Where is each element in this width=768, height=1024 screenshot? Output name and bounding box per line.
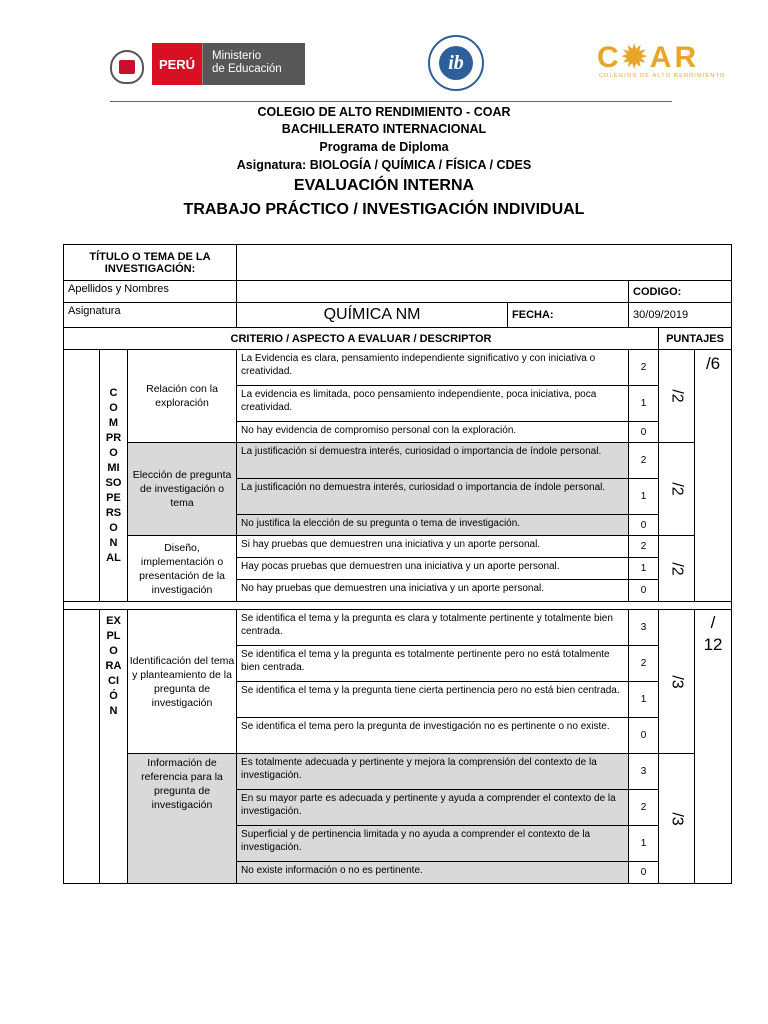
- score-value: 1: [629, 386, 659, 422]
- title-label: TÍTULO O TEMA DE LA INVESTIGACIÓN:: [64, 245, 237, 281]
- descriptor: La evidencia es limitada, poco pensamiento independiente, poca iniciativa, poca creatividad.: [237, 386, 629, 422]
- descriptor: No existe información o no es pertinente.: [237, 862, 629, 884]
- ib-logo: [428, 35, 484, 91]
- descriptor: La justificación si demuestra interés, curiosidad o importancia de índole personal.: [237, 443, 629, 479]
- date-label: FECHA:: [507, 303, 628, 327]
- score-value: 3: [629, 610, 659, 646]
- descriptor: En su mayor parte es adecuada y pertinente y ayuda a comprender el contexto de la investigación.: [237, 790, 629, 826]
- aspect-subtotal: /2: [659, 350, 695, 443]
- score-value: 2: [629, 646, 659, 682]
- descriptor: No hay evidencia de compromiso personal con la exploración.: [237, 422, 629, 443]
- score-value: 0: [629, 580, 659, 602]
- descriptor: No hay pruebas que demuestren una iniciativa y un aporte personal.: [237, 580, 629, 602]
- aspect-name: Relación con la exploración: [128, 350, 237, 443]
- descriptor: Hay pocas pruebas que demuestren una iniciativa y un aporte personal.: [237, 558, 629, 580]
- left-margin-cell: [64, 610, 100, 884]
- subject-value-row: [237, 303, 629, 328]
- document-subtitle: TRABAJO PRÁCTICO / INVESTIGACIÓN INDIVIDUAL: [183, 201, 585, 218]
- left-margin-cell: [64, 350, 100, 602]
- score-value: 2: [629, 790, 659, 826]
- peru-coat-of-arms-icon: [110, 50, 144, 84]
- section-total: [695, 610, 732, 884]
- coar-logo-subtitle: COLEGIOS DE ALTO RENDIMIENTO: [599, 73, 726, 79]
- aspect-name: Elección de pregunta de investigación o tema: [128, 443, 237, 536]
- descriptor: Si hay pruebas que demuestren una iniciativa y un aporte personal.: [237, 536, 629, 558]
- title-field[interactable]: [237, 245, 732, 281]
- score-value: 2: [629, 443, 659, 479]
- score-value: 0: [629, 862, 659, 884]
- descriptor: Superficial y de pertinencia limitada y no ayuda a comprender el contexto de la investigación.: [237, 826, 629, 862]
- program-name: BACHILLERATO INTERNACIONAL: [281, 122, 487, 136]
- score-value: 1: [629, 682, 659, 718]
- score-value: 3: [629, 754, 659, 790]
- section-total-slash: /: [710, 613, 716, 632]
- score-value: 1: [629, 826, 659, 862]
- minedu-line2: de Educación: [212, 63, 282, 75]
- aspect-subtotal: /2: [659, 536, 695, 602]
- evaluation-table: [63, 244, 732, 884]
- exploracion-vertical-label: EX PL O RA CI Ó N: [100, 610, 128, 884]
- names-label: Apellidos y Nombres: [64, 281, 237, 303]
- minedu-logo: [202, 43, 305, 85]
- coar-logo-word: C✹AR: [597, 41, 700, 74]
- names-field[interactable]: [237, 281, 629, 303]
- document-title: EVALUACIÓN INTERNA: [293, 177, 475, 194]
- peru-logo: PERÚ: [152, 43, 202, 85]
- descriptor: Se identifica el tema y la pregunta tiene cierta pertinencia pero no está bien centrada.: [237, 682, 629, 718]
- descriptor: No justifica la elección de su pregunta o tema de investigación.: [237, 515, 629, 536]
- aspect-subtotal: /2: [659, 443, 695, 536]
- subject-label: Asignatura: [64, 303, 237, 328]
- score-value: 2: [629, 536, 659, 558]
- score-value: 2: [629, 350, 659, 386]
- aspect-subtotal: /3: [659, 610, 695, 754]
- aspect-subtotal: /3: [659, 754, 695, 884]
- score-value: 0: [629, 718, 659, 754]
- descriptor: Se identifica el tema y la pregunta es totalmente pertinente pero no está totalmente bien centrada.: [237, 646, 629, 682]
- subject-line: Asignatura: BIOLOGÍA / QUÍMICA / FÍSICA / CDES: [236, 158, 532, 172]
- diploma-program: Programa de Diploma: [319, 140, 449, 154]
- score-value: 1: [629, 558, 659, 580]
- aspect-name: Identificación del tema y planteamiento de la pregunta de investigación: [128, 610, 237, 754]
- score-value: 0: [629, 422, 659, 443]
- compromiso-vertical-label: C O M PR O MI SO PE RS O N AL: [100, 350, 128, 602]
- ib-logo-mark: ib: [439, 46, 473, 80]
- code-label: CODIGO:: [629, 281, 732, 303]
- descriptor: Se identifica el tema y la pregunta es clara y totalmente pertinente y totalmente bien centrada.: [237, 610, 629, 646]
- descriptor: Se identifica el tema pero la pregunta de investigación no es pertinente o no existe.: [237, 718, 629, 754]
- subject-value: QUÍMICA NM: [323, 306, 421, 323]
- aspect-name: Información de referencia para la pregunta de investigación: [128, 754, 237, 884]
- score-value: 0: [629, 515, 659, 536]
- coar-logo: [597, 40, 749, 80]
- school-name: COLEGIO DE ALTO RENDIMIENTO - COAR: [257, 105, 511, 119]
- scores-header: PUNTAJES: [659, 328, 732, 350]
- section-separator: [64, 602, 732, 610]
- section-total-value: 12: [703, 635, 723, 654]
- section-total: /6: [695, 350, 732, 602]
- date-value: 30/09/2019: [629, 303, 732, 328]
- criteria-header: CRITERIO / ASPECTO A EVALUAR / DESCRIPTOR: [64, 328, 659, 350]
- descriptor: Es totalmente adecuada y pertinente y mejora la comprensión del contexto de la investigación.: [237, 754, 629, 790]
- descriptor: La Evidencia es clara, pensamiento independiente significativo y con iniciativa o creatividad.: [237, 350, 629, 386]
- aspect-name: Diseño, implementación o presentación de la investigación: [128, 536, 237, 602]
- minedu-line1: Ministerio: [212, 50, 262, 62]
- header-divider: [110, 101, 672, 102]
- score-value: 1: [629, 479, 659, 515]
- descriptor: La justificación no demuestra interés, curiosidad o importancia de índole personal.: [237, 479, 629, 515]
